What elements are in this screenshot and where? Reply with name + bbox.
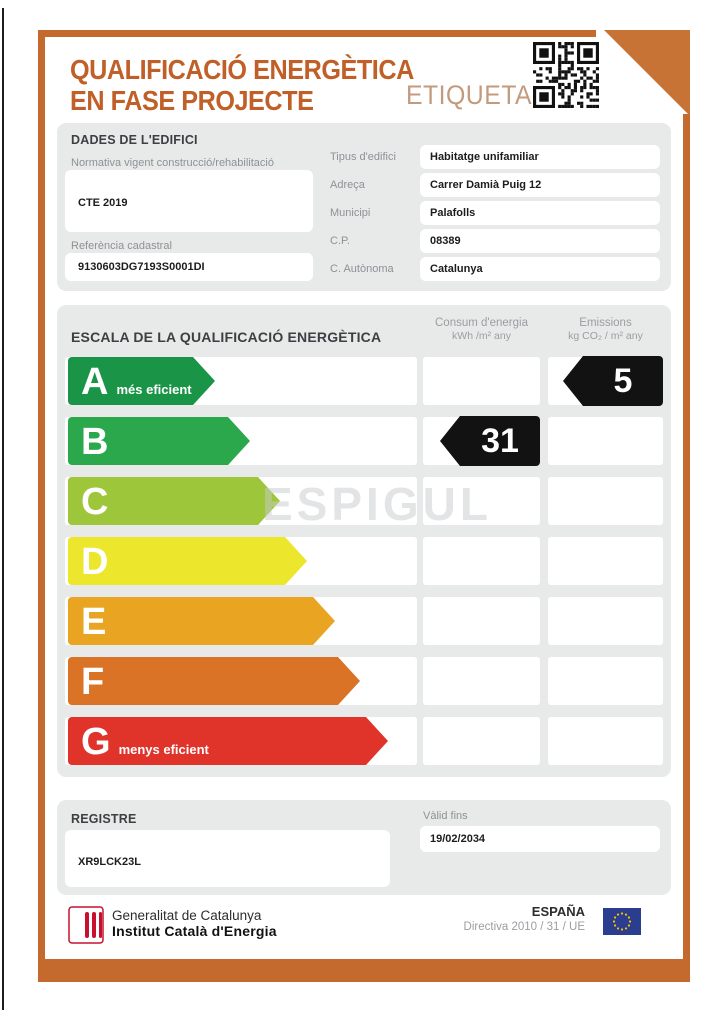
band-arrow-e	[68, 597, 335, 645]
emissions-cell	[548, 597, 663, 645]
watermark-text: ESPIGUL	[262, 478, 492, 530]
emissions-column-header	[544, 317, 667, 342]
band-arrow-tip	[285, 537, 307, 585]
building-field-value: Carrer Damià Puig 12	[430, 179, 542, 191]
cadastral-label: Referència cadastral	[71, 240, 172, 252]
page-edge-line	[2, 8, 4, 1010]
organization-text	[112, 908, 277, 939]
normativa-label: Normativa vigent construcció/rehabilitació	[71, 157, 274, 169]
band-track-cell	[65, 597, 417, 645]
certificate-frame	[38, 30, 690, 982]
band-letter: B	[81, 421, 109, 463]
emissions-cell	[548, 717, 663, 765]
frame-border-bottom	[38, 959, 690, 982]
registre-panel	[57, 800, 671, 895]
band-arrow-tip	[193, 357, 215, 405]
band-track-cell	[65, 717, 417, 765]
band-arrow-body	[68, 417, 228, 465]
building-field-label: C.P.	[330, 235, 350, 247]
consum-cell	[423, 357, 540, 405]
country-label: ESPAÑA	[531, 904, 585, 919]
building-field-value-box	[420, 229, 660, 253]
band-track-cell	[65, 417, 417, 465]
frame-border-top	[38, 30, 596, 37]
emissions-cell	[548, 537, 663, 585]
band-note: més eficient	[116, 382, 192, 397]
band-arrow-body	[68, 717, 366, 765]
emissions-cell	[548, 477, 663, 525]
building-field-value: Catalunya	[430, 263, 483, 275]
emissions-cell	[548, 657, 663, 705]
rating-arrow-tip	[440, 416, 460, 466]
consum-cell	[423, 717, 540, 765]
band-arrow-c	[68, 477, 280, 525]
building-field-label: Adreça	[330, 179, 365, 191]
etiqueta-label: ETIQUETA	[406, 80, 533, 110]
building-field-value: Palafolls	[430, 207, 476, 219]
band-letter: A	[81, 361, 109, 403]
qr-code-icon	[533, 42, 599, 108]
building-field-value-box	[420, 257, 660, 281]
consum-cell	[423, 657, 540, 705]
page-title-line1: QUALIFICACIÓ ENERGÈTICA	[70, 54, 414, 85]
institute-name: Institut Català d'Energia	[112, 923, 277, 939]
generalitat-logo-icon	[68, 906, 104, 944]
frame-border-right	[683, 114, 690, 982]
building-field-value-box	[420, 173, 660, 197]
band-arrow-d	[68, 537, 307, 585]
emissions-header-label: Emissions	[579, 317, 632, 329]
normativa-value-box	[65, 170, 313, 232]
band-arrow-body	[68, 657, 338, 705]
normativa-value: CTE 2019	[78, 197, 128, 209]
valid-until-value: 19/02/2034	[430, 833, 486, 845]
frame-border-left	[38, 30, 45, 982]
consum-header-label: Consum d'energia	[435, 317, 528, 329]
band-letter: G	[81, 721, 111, 763]
rating-value: 31	[460, 416, 540, 466]
band-letter: D	[81, 541, 109, 583]
consum-cell	[423, 597, 540, 645]
page-title	[70, 54, 414, 116]
building-field-value: 08389	[430, 235, 461, 247]
registre-value: XR9LCK23L	[78, 856, 141, 868]
footer-right	[464, 904, 585, 933]
band-track-cell	[65, 657, 417, 705]
band-arrow-b	[68, 417, 250, 465]
band-arrow-a	[68, 357, 215, 405]
consum-column-header	[417, 317, 546, 342]
building-field-label: C. Autònoma	[330, 263, 394, 275]
band-track-cell	[65, 537, 417, 585]
building-field-value-box	[420, 201, 660, 225]
band-arrow-tip	[338, 657, 360, 705]
consum-cell	[423, 537, 540, 585]
building-field-value: Habitatge unifamiliar	[430, 151, 539, 163]
band-arrow-tip	[366, 717, 388, 765]
band-arrow-body	[68, 597, 313, 645]
band-arrow-body	[68, 537, 285, 585]
emissions-header-units: kg CO₂ / m² any	[568, 330, 643, 342]
rating-value: 5	[583, 356, 663, 406]
band-letter: F	[81, 661, 105, 703]
building-section-title: DADES DE L'EDIFICI	[71, 133, 198, 147]
building-field-label: Tipus d'edifici	[330, 151, 396, 163]
valid-until-label: Vàlid fins	[423, 810, 468, 822]
scale-band-row-a	[57, 357, 671, 405]
cadastral-value: 9130603DG7193S0001DI	[78, 261, 205, 273]
rating-arrow	[440, 416, 540, 466]
directive-label: Directiva 2010 / 31 / UE	[463, 921, 585, 933]
scale-band-row-f	[57, 657, 671, 705]
band-track-cell	[65, 357, 417, 405]
band-arrow-g	[68, 717, 388, 765]
band-arrow-body	[68, 477, 258, 525]
building-data-panel	[57, 123, 671, 291]
registre-section-title: REGISTRE	[71, 812, 137, 826]
corner-triangle-icon	[594, 30, 690, 116]
band-arrow-tip	[313, 597, 335, 645]
building-field-value-box	[420, 145, 660, 169]
emissions-cell	[548, 417, 663, 465]
band-arrow-body	[68, 357, 193, 405]
band-letter: C	[81, 481, 109, 523]
scale-band-row-b	[57, 417, 671, 465]
scale-band-row-d	[57, 537, 671, 585]
scale-band-row-g	[57, 717, 671, 765]
band-arrow-tip	[228, 417, 250, 465]
rating-arrow	[563, 356, 663, 406]
valid-until-box	[420, 826, 660, 852]
band-note: menys eficient	[118, 742, 209, 757]
building-field-label: Municipi	[330, 207, 371, 219]
eu-flag-icon	[603, 908, 641, 935]
rating-arrow-tip	[563, 356, 583, 406]
band-letter: E	[81, 601, 107, 643]
registre-value-box	[65, 830, 390, 887]
band-arrow-f	[68, 657, 360, 705]
consum-cell	[423, 417, 540, 465]
page-title-line2: EN FASE PROJECTE	[70, 85, 314, 116]
consum-header-units: kWh /m² any	[452, 330, 511, 342]
emissions-cell	[548, 357, 663, 405]
cadastral-value-box	[65, 253, 313, 281]
scale-section-title: ESCALA DE LA QUALIFICACIÓ ENERGÈTICA	[71, 329, 382, 345]
energy-scale-panel	[57, 305, 671, 777]
scale-band-row-e	[57, 597, 671, 645]
organization-name: Generalitat de Catalunya	[112, 908, 262, 923]
